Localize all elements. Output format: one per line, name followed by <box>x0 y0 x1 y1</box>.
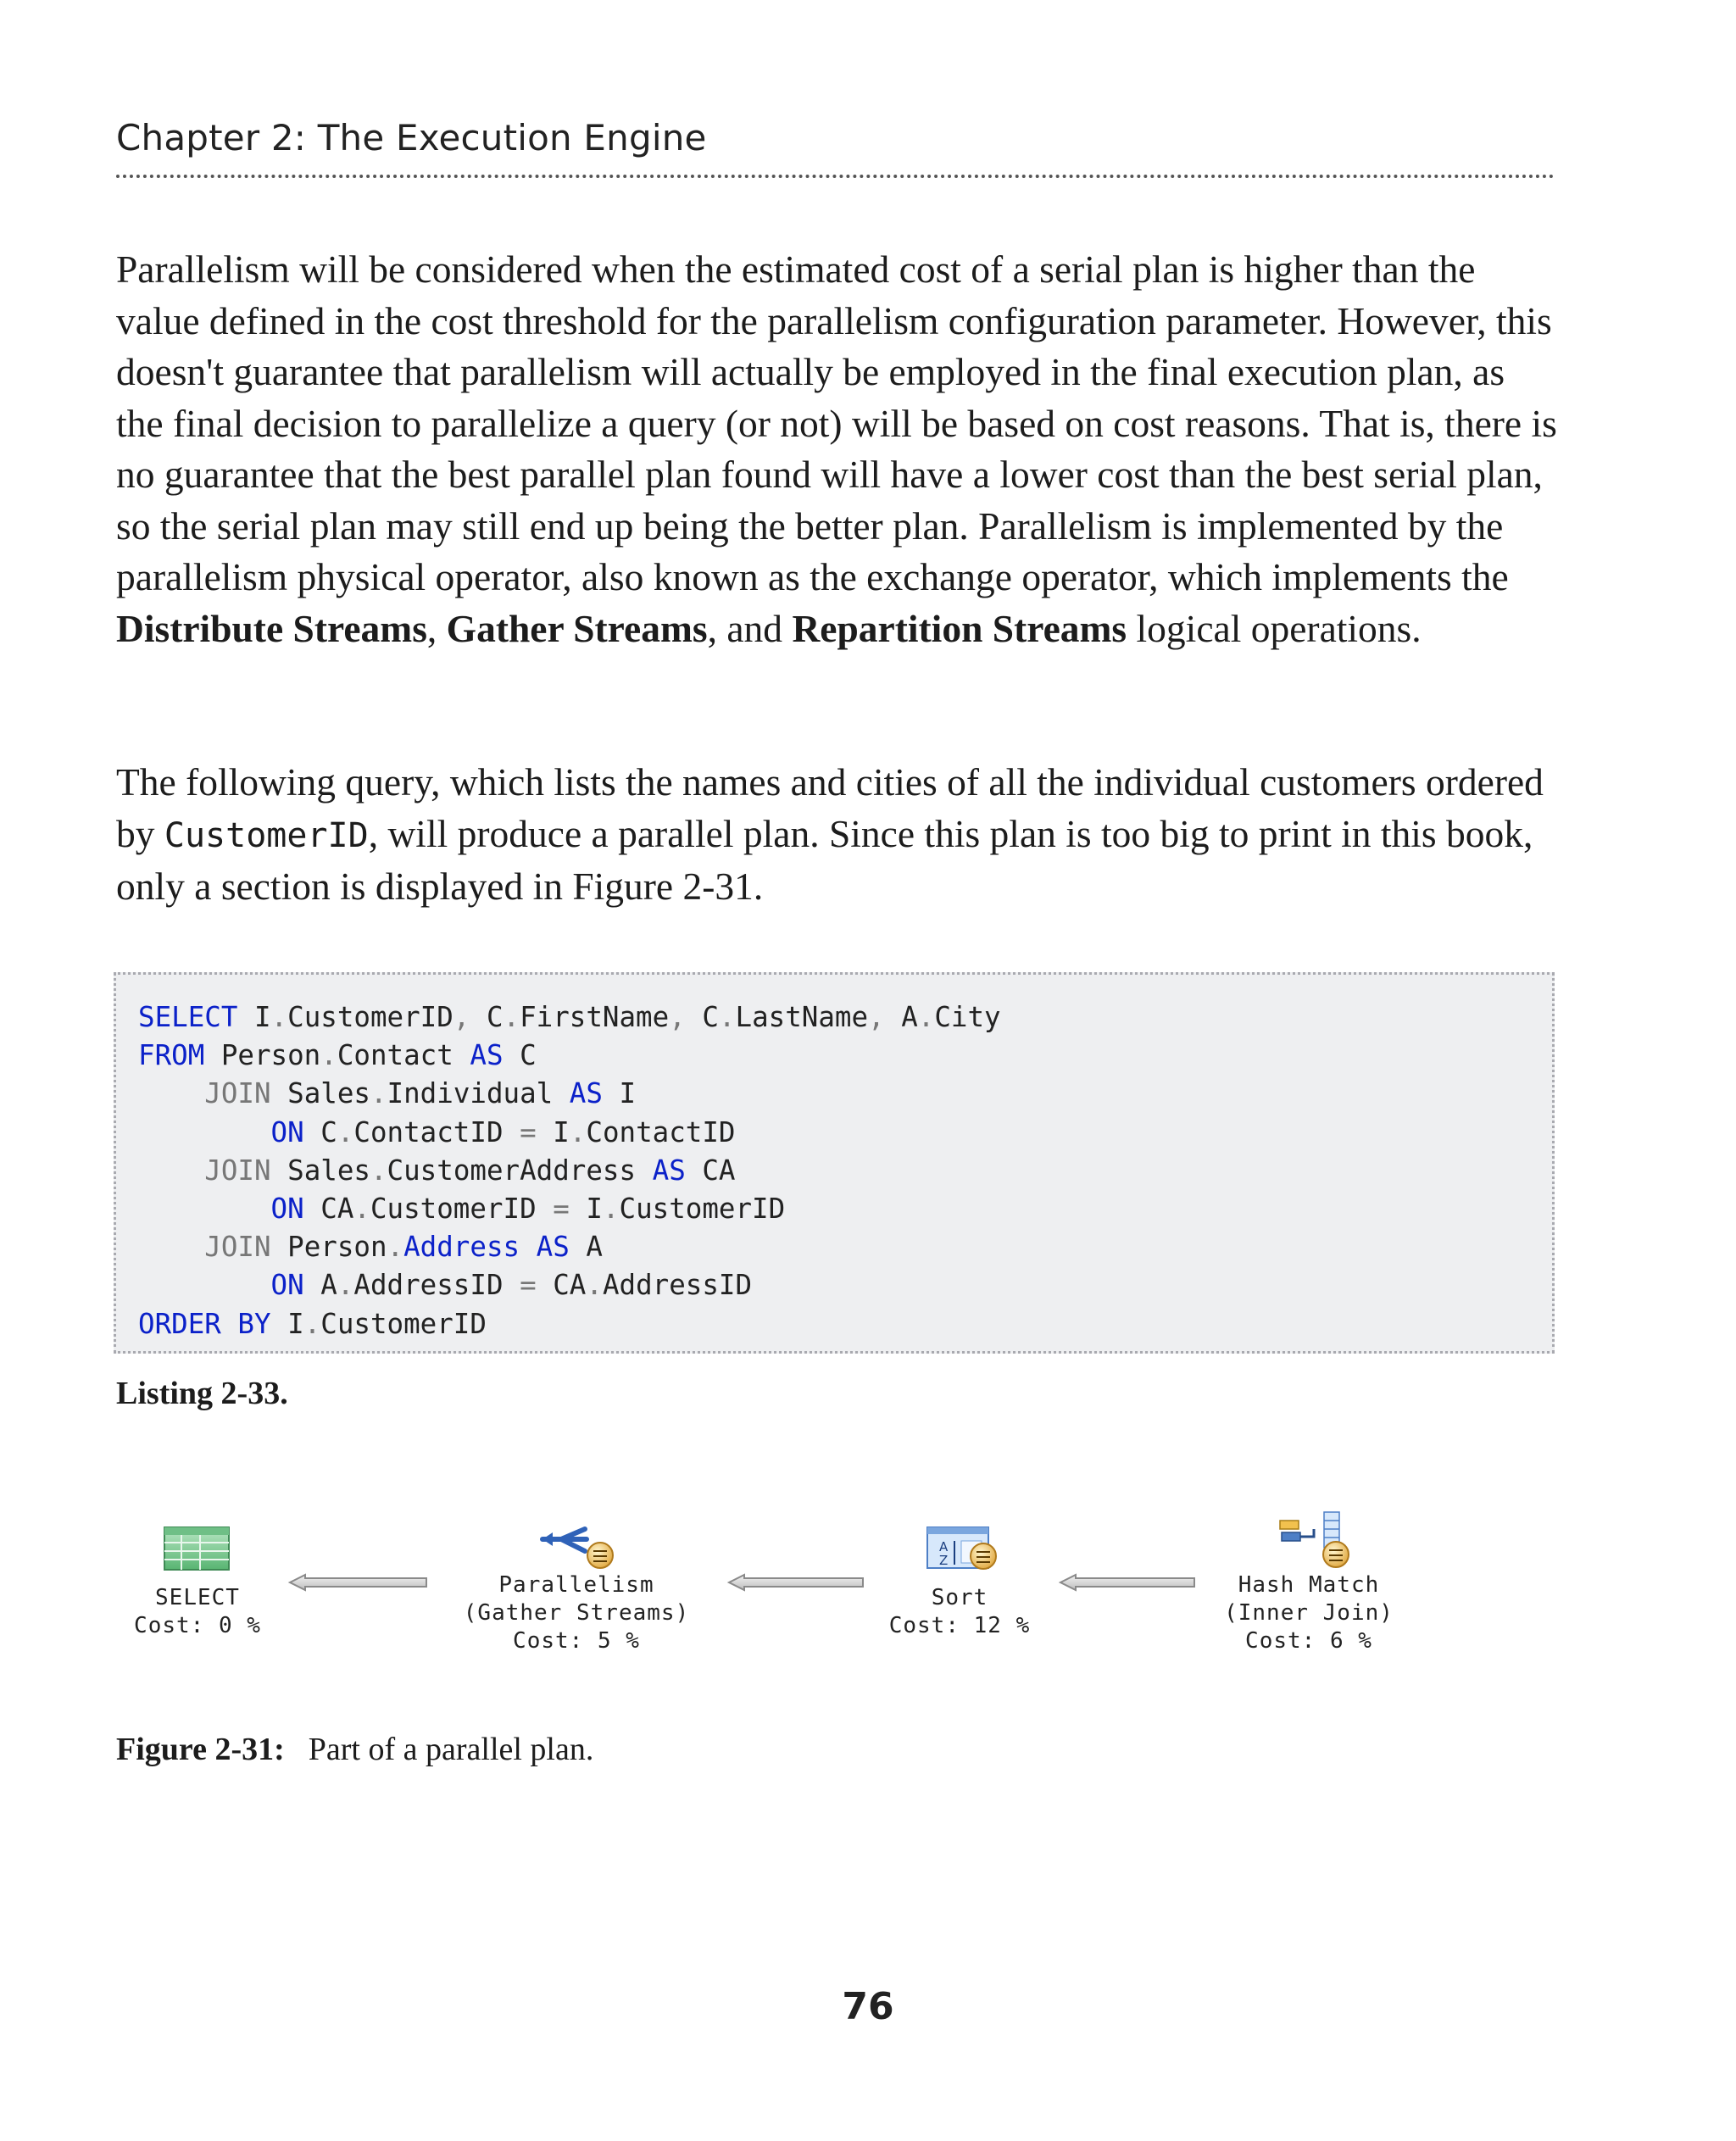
code-token: C <box>470 1001 504 1033</box>
code-token: . <box>718 1001 736 1033</box>
code-token: . <box>387 1231 404 1264</box>
code-token: . <box>353 1193 370 1226</box>
figure-number: Figure 2-31: <box>116 1732 285 1767</box>
code-line <box>138 1116 735 1148</box>
code-token: A <box>569 1231 603 1264</box>
flow-arrow <box>1060 1575 1194 1590</box>
code-keyword: ON <box>270 1115 304 1148</box>
listing-caption: Listing 2-33. <box>116 1376 288 1411</box>
code-line <box>138 1077 636 1109</box>
code-listing <box>138 998 1001 1343</box>
code-keyword: AS <box>470 1039 504 1072</box>
code-token: = <box>520 1115 537 1148</box>
code-token: Individual <box>387 1077 570 1110</box>
running-head: Chapter 2: The Execution Engine <box>116 117 707 158</box>
code-token: Person <box>204 1039 321 1072</box>
hash-match-icon <box>1280 1512 1349 1567</box>
code-token: C <box>503 1039 537 1072</box>
code-token: Person <box>270 1231 387 1264</box>
code-keyword: SELECT <box>138 1001 238 1033</box>
code-token: Contact <box>337 1039 470 1072</box>
code-token: I <box>270 1307 304 1340</box>
bold-term-repartition-streams: Repartition Streams <box>792 606 1127 650</box>
parallelism-operator <box>464 1529 689 1654</box>
code-token: A <box>303 1269 337 1302</box>
code-token: , <box>453 1001 470 1033</box>
page-number: 76 <box>842 1985 894 2028</box>
code-token: LastName <box>735 1001 869 1033</box>
sort-icon <box>927 1527 996 1569</box>
code-token: I <box>237 1001 271 1033</box>
figure-caption-text: Part of a parallel plan. <box>308 1732 594 1767</box>
code-token: . <box>337 1269 354 1302</box>
code-token: AddressID <box>353 1269 520 1302</box>
code-listing-box <box>114 972 1555 1354</box>
code-line <box>138 1193 785 1225</box>
code-keyword: ON <box>270 1269 304 1302</box>
code-line <box>138 1231 603 1263</box>
paragraph-text: logical operations. <box>1127 606 1422 650</box>
svg-text:A: A <box>939 1539 949 1554</box>
operator-label: (Inner Join) <box>1224 1600 1394 1626</box>
bold-term-gather-streams: Gather Streams <box>446 606 708 650</box>
code-keyword: Address <box>403 1231 520 1264</box>
code-token: CustomerID <box>287 1001 453 1033</box>
code-token: CA <box>303 1193 354 1226</box>
code-token: . <box>370 1154 387 1187</box>
separator-text: , and <box>707 606 793 650</box>
paragraph-text: The following query, which lists the names and cities of all the individual customers ordered by <box>116 760 1544 855</box>
operator-cost: Cost: 6 % <box>1245 1628 1372 1654</box>
code-token: JOIN <box>204 1154 271 1187</box>
code-token: . <box>503 1001 520 1033</box>
flow-arrow <box>729 1575 863 1590</box>
operator-cost: Cost: 12 % <box>888 1613 1031 1638</box>
code-token: C <box>303 1115 337 1148</box>
select-operator <box>134 1527 261 1638</box>
code-line <box>138 1269 752 1301</box>
code-token: . <box>602 1193 620 1226</box>
code-token: , <box>669 1001 686 1033</box>
code-token: = <box>553 1193 570 1226</box>
paragraph-following-query <box>116 757 1557 913</box>
code-keyword: AS <box>536 1231 570 1264</box>
code-token: CustomerID <box>370 1193 554 1226</box>
code-token: . <box>270 1001 288 1033</box>
code-token: FirstName <box>520 1001 670 1033</box>
code-token <box>138 1154 204 1187</box>
flow-arrow <box>290 1575 426 1590</box>
sort-operator <box>889 1527 1031 1638</box>
code-token: City <box>934 1001 1001 1033</box>
code-token: I <box>602 1077 637 1110</box>
code-keyword: FROM <box>138 1039 205 1072</box>
code-token: CustomerAddress <box>387 1154 653 1187</box>
code-token: ContactID <box>586 1115 736 1148</box>
code-token: Sales <box>270 1154 370 1187</box>
code-token: I <box>536 1115 570 1148</box>
code-keyword: ORDER BY <box>138 1307 271 1340</box>
code-token <box>520 1231 537 1263</box>
code-token: . <box>320 1039 337 1072</box>
code-token: = <box>520 1269 537 1302</box>
code-line <box>138 1001 1001 1033</box>
code-token: I <box>569 1193 603 1226</box>
code-token <box>138 1077 204 1109</box>
header-dotted-rule <box>116 175 1555 178</box>
code-token: AddressID <box>602 1269 753 1302</box>
bold-term-distribute-streams: Distribute Streams <box>116 606 427 650</box>
hash-match-operator <box>1224 1512 1394 1654</box>
paragraph-text: Parallelism will be considered when the estimated cost of a serial plan is higher than the value defined in the cost threshold for the parallelism configuration parameter. However, this doesn't guarantee that parallelism will actually be employed in the final execution plan, as the final decision to parallelize a query (or not) will be based on cost reasons. That is, there is no guarantee that the best parallel plan found will have a lower cost than the best serial plan, so the serial plan may still end up being the better plan. Parallelism is implemented by the parallelism physical operator, also known as the exchange operator, which implements the <box>116 247 1557 598</box>
code-token: ContactID <box>353 1115 520 1148</box>
paragraph-text: , will produce a parallel plan. Since this plan is too big to print in this book, only a section is displayed in Figure 2-31. <box>116 811 1533 908</box>
operator-label: SELECT <box>155 1585 240 1610</box>
code-line <box>138 1039 537 1071</box>
code-line <box>138 1308 487 1340</box>
paragraph-parallelism <box>116 244 1557 654</box>
code-token: . <box>917 1001 935 1033</box>
separator-text: , <box>426 606 447 650</box>
parallelism-icon <box>542 1529 613 1568</box>
code-token <box>138 1193 271 1225</box>
inline-code-customerid: CustomerID <box>164 815 369 855</box>
code-token: . <box>569 1115 587 1148</box>
code-token: JOIN <box>204 1231 271 1264</box>
figure-caption <box>116 1731 593 1768</box>
select-table-icon <box>164 1527 229 1570</box>
code-token: . <box>586 1269 603 1302</box>
code-token: . <box>303 1307 321 1340</box>
code-keyword: AS <box>652 1154 686 1187</box>
code-line <box>138 1154 735 1187</box>
code-token: A <box>884 1001 918 1033</box>
code-keyword: ON <box>270 1193 304 1226</box>
code-token: CustomerID <box>320 1307 487 1340</box>
operator-cost: Cost: 5 % <box>513 1628 640 1654</box>
code-token: CustomerID <box>619 1193 786 1226</box>
execution-plan-diagram <box>0 1492 1736 1687</box>
code-token: . <box>370 1077 387 1110</box>
svg-text:Z: Z <box>939 1553 949 1568</box>
code-token: CA <box>685 1154 736 1187</box>
operator-label: Parallelism <box>498 1572 654 1598</box>
code-token: Sales <box>270 1077 370 1110</box>
code-token: JOIN <box>204 1077 271 1110</box>
code-token <box>138 1269 271 1301</box>
code-token: . <box>337 1115 354 1148</box>
operator-label: (Gather Streams) <box>463 1600 690 1626</box>
operator-label: Hash Match <box>1238 1572 1380 1598</box>
code-token: CA <box>536 1269 587 1302</box>
code-token <box>138 1116 271 1148</box>
code-keyword: AS <box>569 1077 603 1110</box>
operator-label: Sort <box>931 1585 988 1610</box>
code-token: , <box>868 1001 885 1033</box>
code-token: C <box>685 1001 719 1033</box>
operator-cost: Cost: 0 % <box>134 1613 261 1638</box>
code-token <box>138 1231 204 1263</box>
